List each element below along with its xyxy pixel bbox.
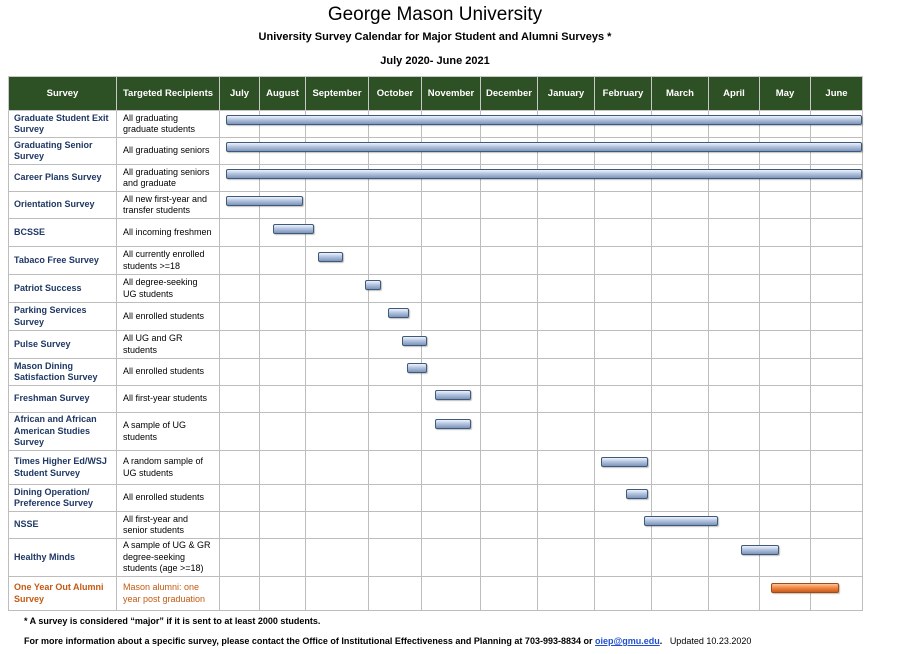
month-cell xyxy=(811,192,863,219)
month-header-october: October xyxy=(369,77,422,111)
month-cell xyxy=(422,138,481,165)
month-cell xyxy=(709,512,760,539)
month-cell xyxy=(760,165,811,192)
targeted-recipients: All currently enrolled students >=18 xyxy=(117,247,220,275)
month-header-july: July xyxy=(220,77,260,111)
targeted-recipients: All graduating graduate students xyxy=(117,111,220,138)
month-cell xyxy=(811,247,863,275)
month-cell xyxy=(595,219,652,247)
month-cell xyxy=(220,247,260,275)
month-header-june: June xyxy=(811,77,863,111)
month-cell xyxy=(538,451,595,485)
table-row xyxy=(9,303,863,331)
month-cell xyxy=(760,512,811,539)
targeted-recipients: All enrolled students xyxy=(117,303,220,331)
targeted-recipients: All enrolled students xyxy=(117,359,220,386)
month-cell xyxy=(595,512,652,539)
month-cell xyxy=(260,111,306,138)
month-cell xyxy=(481,359,538,386)
month-cell xyxy=(306,512,369,539)
month-cell xyxy=(538,331,595,359)
table-row xyxy=(9,577,863,611)
month-cell xyxy=(369,386,422,413)
month-cell xyxy=(652,111,709,138)
targeted-recipients: All first-year students xyxy=(117,386,220,413)
month-cell xyxy=(422,539,481,577)
month-cell xyxy=(709,413,760,451)
month-cell xyxy=(538,303,595,331)
month-cell xyxy=(422,331,481,359)
month-cell xyxy=(709,451,760,485)
month-cell xyxy=(538,111,595,138)
month-cell xyxy=(760,485,811,512)
month-cell xyxy=(811,331,863,359)
month-cell xyxy=(811,138,863,165)
updated-date: Updated 10.23.2020 xyxy=(669,636,752,646)
month-cell xyxy=(811,275,863,303)
month-cell xyxy=(760,111,811,138)
survey-name: One Year Out Alumni Survey xyxy=(9,577,117,611)
month-cell xyxy=(306,451,369,485)
month-cell xyxy=(220,165,260,192)
month-cell xyxy=(306,111,369,138)
table-row xyxy=(9,539,863,577)
month-header-february: February xyxy=(595,77,652,111)
month-cell xyxy=(652,247,709,275)
month-cell xyxy=(595,303,652,331)
month-header-november: November xyxy=(422,77,481,111)
month-cell xyxy=(709,275,760,303)
month-cell xyxy=(369,413,422,451)
month-cell xyxy=(760,451,811,485)
month-cell xyxy=(652,275,709,303)
month-cell xyxy=(811,485,863,512)
month-cell xyxy=(220,219,260,247)
footer-text: For more information about a specific survey, please contact the Office of Institutional Effectiveness and Planning at 703-993-8834 or xyxy=(24,636,593,646)
month-cell xyxy=(709,359,760,386)
month-cell xyxy=(652,577,709,611)
table-row xyxy=(9,219,863,247)
month-cell xyxy=(595,138,652,165)
month-cell xyxy=(369,219,422,247)
month-cell xyxy=(538,192,595,219)
footer-period: . xyxy=(659,636,663,646)
month-cell xyxy=(709,247,760,275)
header-survey: Survey xyxy=(9,77,117,111)
month-cell xyxy=(652,451,709,485)
month-cell xyxy=(220,359,260,386)
month-cell xyxy=(760,275,811,303)
month-cell xyxy=(260,331,306,359)
month-cell xyxy=(595,165,652,192)
month-cell xyxy=(422,275,481,303)
month-cell xyxy=(538,512,595,539)
month-cell xyxy=(369,539,422,577)
month-cell xyxy=(260,165,306,192)
table-header-row xyxy=(9,77,863,111)
month-cell xyxy=(652,539,709,577)
survey-name: Graduating Senior Survey xyxy=(9,138,117,165)
month-cell xyxy=(709,219,760,247)
month-cell xyxy=(595,275,652,303)
month-cell xyxy=(220,413,260,451)
month-cell xyxy=(760,247,811,275)
month-cell xyxy=(220,577,260,611)
month-cell xyxy=(760,577,811,611)
month-cell xyxy=(811,219,863,247)
month-cell xyxy=(369,512,422,539)
survey-name: Tabaco Free Survey xyxy=(9,247,117,275)
month-cell xyxy=(652,331,709,359)
month-cell xyxy=(422,247,481,275)
survey-name: Pulse Survey xyxy=(9,331,117,359)
month-cell xyxy=(760,219,811,247)
month-cell xyxy=(709,138,760,165)
month-cell xyxy=(709,539,760,577)
month-cell xyxy=(709,192,760,219)
month-cell xyxy=(709,303,760,331)
month-cell xyxy=(811,111,863,138)
month-cell xyxy=(369,577,422,611)
targeted-recipients: All UG and GR students xyxy=(117,331,220,359)
month-cell xyxy=(652,413,709,451)
month-cell xyxy=(811,451,863,485)
month-cell xyxy=(260,451,306,485)
month-cell xyxy=(811,512,863,539)
table-row xyxy=(9,413,863,451)
month-header-september: September xyxy=(306,77,369,111)
month-cell xyxy=(422,485,481,512)
targeted-recipients: All new first-year and transfer students xyxy=(117,192,220,219)
month-cell xyxy=(422,359,481,386)
calendar-period: July 2020- June 2021 xyxy=(380,55,490,67)
table-row xyxy=(9,359,863,386)
month-cell xyxy=(481,303,538,331)
major-survey-note: * A survey is considered “major” if it is sent to at least 2000 students. xyxy=(24,616,321,626)
month-cell xyxy=(481,165,538,192)
month-cell xyxy=(306,359,369,386)
month-cell xyxy=(709,331,760,359)
month-cell xyxy=(220,192,260,219)
table-row xyxy=(9,138,863,165)
month-header-december: December xyxy=(481,77,538,111)
month-cell xyxy=(538,577,595,611)
month-cell xyxy=(369,247,422,275)
month-cell xyxy=(422,386,481,413)
month-cell xyxy=(422,111,481,138)
month-cell xyxy=(811,165,863,192)
month-cell xyxy=(260,386,306,413)
month-header-january: January xyxy=(538,77,595,111)
month-cell xyxy=(260,485,306,512)
month-cell xyxy=(260,192,306,219)
month-cell xyxy=(595,485,652,512)
month-cell xyxy=(306,192,369,219)
month-cell xyxy=(538,386,595,413)
month-cell xyxy=(760,386,811,413)
survey-name: Healthy Minds xyxy=(9,539,117,577)
month-cell xyxy=(220,386,260,413)
month-cell xyxy=(595,386,652,413)
month-cell xyxy=(811,386,863,413)
month-header-august: August xyxy=(260,77,306,111)
month-cell xyxy=(538,413,595,451)
month-cell xyxy=(422,451,481,485)
month-cell xyxy=(760,359,811,386)
month-cell xyxy=(595,451,652,485)
month-cell xyxy=(481,451,538,485)
month-cell xyxy=(260,219,306,247)
month-cell xyxy=(811,577,863,611)
month-cell xyxy=(760,303,811,331)
targeted-recipients: Mason alumni: one year post graduation xyxy=(117,577,220,611)
targeted-recipients: A sample of UG & GR degree-seeking students (age >=18) xyxy=(117,539,220,577)
month-cell xyxy=(652,512,709,539)
month-cell xyxy=(306,247,369,275)
month-cell xyxy=(709,485,760,512)
month-cell xyxy=(422,219,481,247)
month-cell xyxy=(595,331,652,359)
month-cell xyxy=(481,138,538,165)
month-cell xyxy=(709,165,760,192)
month-cell xyxy=(652,165,709,192)
table-row xyxy=(9,275,863,303)
month-cell xyxy=(811,413,863,451)
month-cell xyxy=(422,413,481,451)
targeted-recipients: All enrolled students xyxy=(117,485,220,512)
month-cell xyxy=(369,111,422,138)
month-cell xyxy=(220,485,260,512)
survey-name: Dining Operation/ Preference Survey xyxy=(9,485,117,512)
month-cell xyxy=(811,303,863,331)
month-cell xyxy=(595,577,652,611)
month-cell xyxy=(538,219,595,247)
month-cell xyxy=(369,192,422,219)
month-cell xyxy=(481,386,538,413)
survey-name: NSSE xyxy=(9,512,117,539)
month-cell xyxy=(538,539,595,577)
month-cell xyxy=(422,577,481,611)
survey-name: African and African American Studies Survey xyxy=(9,413,117,451)
month-cell xyxy=(481,512,538,539)
survey-name: Parking Services Survey xyxy=(9,303,117,331)
month-cell xyxy=(481,539,538,577)
month-cell xyxy=(369,275,422,303)
month-cell xyxy=(760,192,811,219)
month-cell xyxy=(260,413,306,451)
month-header-march: March xyxy=(652,77,709,111)
month-header-april: April xyxy=(709,77,760,111)
month-cell xyxy=(652,386,709,413)
survey-name: Graduate Student Exit Survey xyxy=(9,111,117,138)
header-recipients: Targeted Recipients xyxy=(117,77,220,111)
month-cell xyxy=(422,165,481,192)
month-cell xyxy=(306,165,369,192)
page-subtitle: University Survey Calendar for Major Student and Alumni Surveys * xyxy=(258,31,612,43)
survey-calendar-table xyxy=(8,76,863,611)
month-cell xyxy=(652,359,709,386)
month-cell xyxy=(369,331,422,359)
month-cell xyxy=(422,303,481,331)
month-cell xyxy=(260,138,306,165)
month-cell xyxy=(595,359,652,386)
month-cell xyxy=(595,539,652,577)
month-cell xyxy=(369,138,422,165)
month-cell xyxy=(538,138,595,165)
month-cell xyxy=(306,577,369,611)
month-cell xyxy=(481,247,538,275)
survey-name: Mason Dining Satisfaction Survey xyxy=(9,359,117,386)
month-cell xyxy=(260,303,306,331)
targeted-recipients: All first-year and senior students xyxy=(117,512,220,539)
month-cell xyxy=(220,331,260,359)
month-cell xyxy=(709,386,760,413)
month-cell xyxy=(220,111,260,138)
table-row xyxy=(9,512,863,539)
table-row xyxy=(9,485,863,512)
month-cell xyxy=(422,192,481,219)
month-cell xyxy=(811,359,863,386)
month-cell xyxy=(811,539,863,577)
month-cell xyxy=(306,219,369,247)
month-cell xyxy=(538,275,595,303)
contact-email-link[interactable]: oiep@gmu.edu xyxy=(595,636,660,646)
month-cell xyxy=(595,413,652,451)
month-cell xyxy=(220,275,260,303)
table-row xyxy=(9,386,863,413)
month-cell xyxy=(306,539,369,577)
table-row xyxy=(9,451,863,485)
targeted-recipients: All graduating seniors and graduate xyxy=(117,165,220,192)
month-cell xyxy=(220,303,260,331)
month-cell xyxy=(306,386,369,413)
month-cell xyxy=(260,539,306,577)
month-cell xyxy=(481,485,538,512)
month-cell xyxy=(481,331,538,359)
month-cell xyxy=(481,577,538,611)
survey-name: Times Higher Ed/WSJ Student Survey xyxy=(9,451,117,485)
survey-name: Freshman Survey xyxy=(9,386,117,413)
targeted-recipients: All degree-seeking UG students xyxy=(117,275,220,303)
table-row xyxy=(9,331,863,359)
month-cell xyxy=(306,485,369,512)
survey-name: BCSSE xyxy=(9,219,117,247)
month-cell xyxy=(260,512,306,539)
month-cell xyxy=(260,247,306,275)
month-cell xyxy=(220,451,260,485)
footer xyxy=(24,636,751,646)
month-cell xyxy=(538,359,595,386)
month-cell xyxy=(369,165,422,192)
month-cell xyxy=(220,539,260,577)
page-title: George Mason University xyxy=(327,4,543,25)
month-cell xyxy=(306,331,369,359)
month-cell xyxy=(481,219,538,247)
month-cell xyxy=(538,247,595,275)
month-cell xyxy=(652,219,709,247)
month-cell xyxy=(260,359,306,386)
month-cell xyxy=(369,485,422,512)
month-cell xyxy=(652,485,709,512)
month-header-may: May xyxy=(760,77,811,111)
month-cell xyxy=(652,303,709,331)
targeted-recipients: A random sample of UG students xyxy=(117,451,220,485)
month-cell xyxy=(652,138,709,165)
month-cell xyxy=(709,577,760,611)
month-cell xyxy=(369,303,422,331)
month-cell xyxy=(481,192,538,219)
month-cell xyxy=(306,303,369,331)
month-cell xyxy=(760,539,811,577)
survey-name: Career Plans Survey xyxy=(9,165,117,192)
month-cell xyxy=(306,413,369,451)
month-cell xyxy=(760,331,811,359)
survey-name: Patriot Success xyxy=(9,275,117,303)
month-cell xyxy=(481,275,538,303)
targeted-recipients: A sample of UG students xyxy=(117,413,220,451)
month-cell xyxy=(595,247,652,275)
month-cell xyxy=(260,577,306,611)
month-cell xyxy=(306,138,369,165)
month-cell xyxy=(369,359,422,386)
targeted-recipients: All graduating seniors xyxy=(117,138,220,165)
month-cell xyxy=(595,111,652,138)
month-cell xyxy=(595,192,652,219)
month-cell xyxy=(422,512,481,539)
month-cell xyxy=(481,111,538,138)
month-cell xyxy=(306,275,369,303)
targeted-recipients: All incoming freshmen xyxy=(117,219,220,247)
month-cell xyxy=(369,451,422,485)
month-cell xyxy=(709,111,760,138)
survey-name: Orientation Survey xyxy=(9,192,117,219)
month-cell xyxy=(260,275,306,303)
month-cell xyxy=(220,512,260,539)
table-row xyxy=(9,111,863,138)
table-row xyxy=(9,192,863,219)
month-cell xyxy=(538,485,595,512)
table-row xyxy=(9,247,863,275)
table-row xyxy=(9,165,863,192)
month-cell xyxy=(760,413,811,451)
month-cell xyxy=(220,138,260,165)
month-cell xyxy=(481,413,538,451)
month-cell xyxy=(760,138,811,165)
month-cell xyxy=(538,165,595,192)
month-cell xyxy=(652,192,709,219)
